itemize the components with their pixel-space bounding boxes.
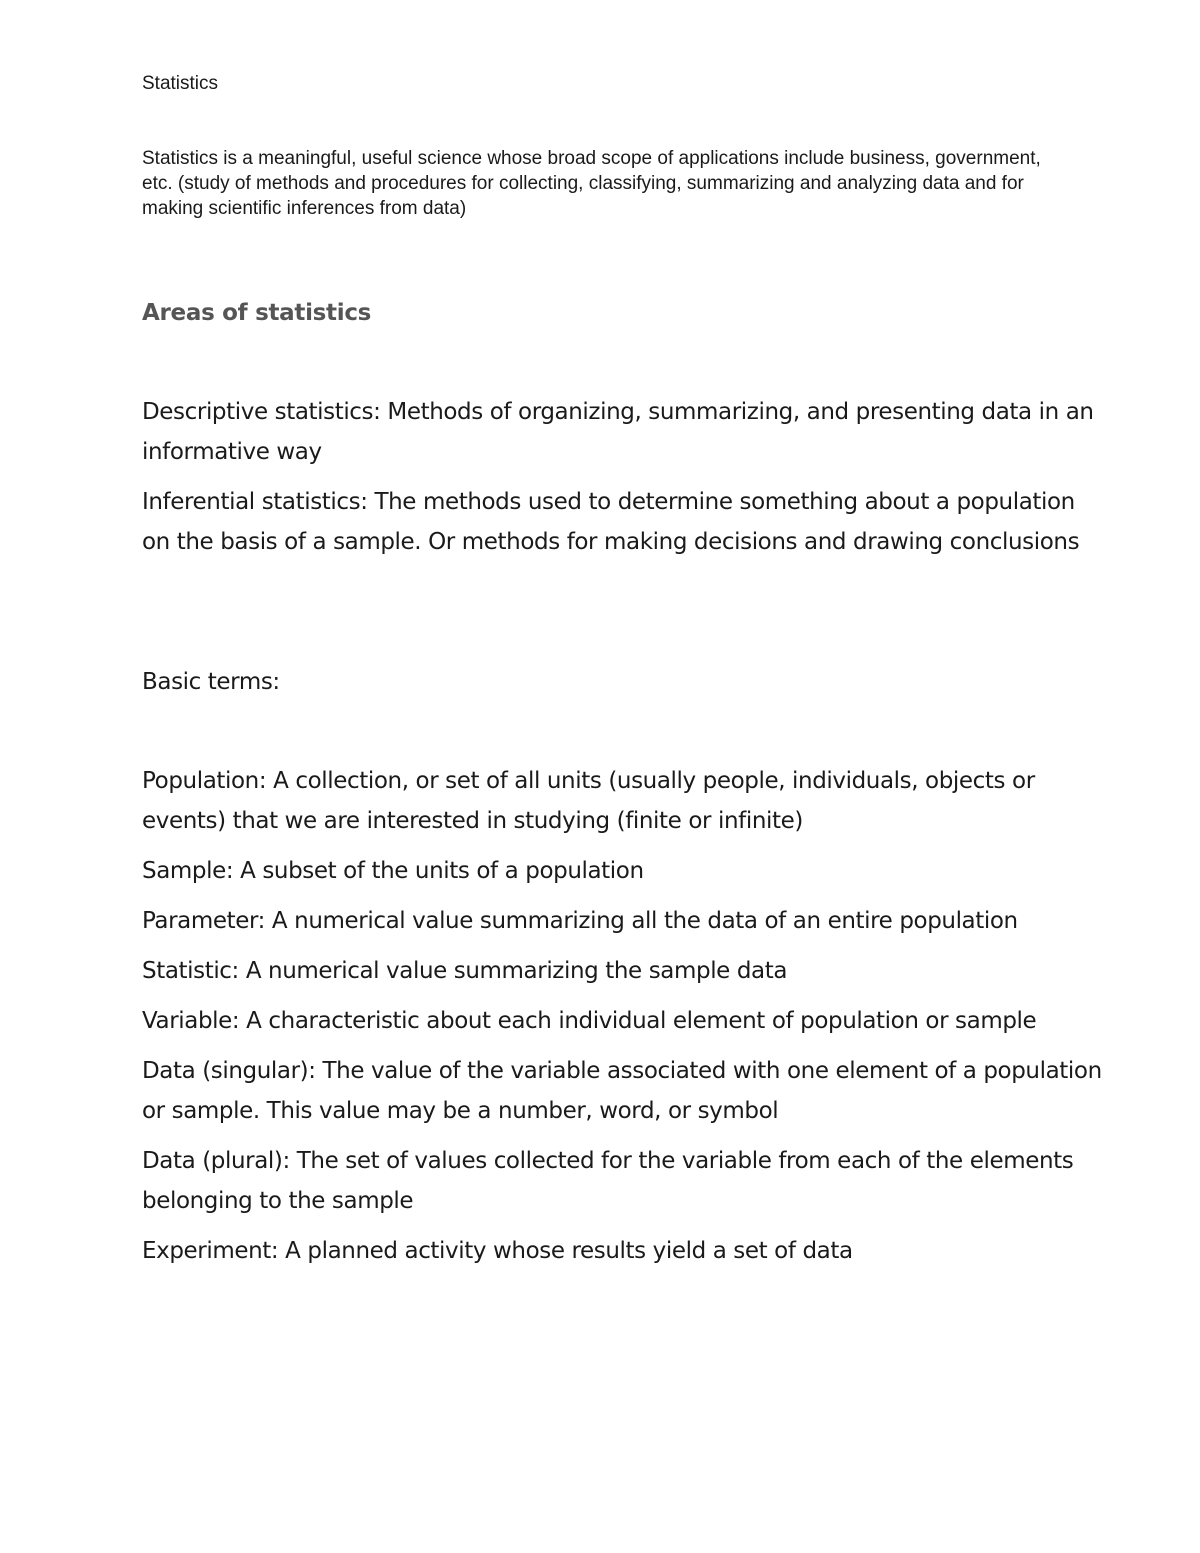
intro-paragraph: Statistics is a meaningful, useful science whose broad scope of applications include business, government, etc. (study of methods and procedures for collecting, classifying, summarizing and analyzing data and for making scientific inferences from data) [142,148,1041,219]
term-variable: Variable: A characteristic about each individual element of population or sample [142,1008,1037,1034]
area-inferential: Inferential statistics: The methods used to determine something about a population on the basis of a sample. Or methods for making decisions and drawing conclusions [142,489,1080,555]
areas-heading: Areas of statistics [142,300,372,326]
term-data-singular: Data (singular): The value of the variable associated with one element of a population or sample. This value may be a number, word, or symbol [142,1058,1102,1124]
term-parameter: Parameter: A numerical value summarizing all the data of an entire population [142,908,1018,934]
basic-terms-heading: Basic terms: [142,669,280,695]
term-statistic: Statistic: A numerical value summarizing the sample data [142,958,788,984]
terms-list [142,761,1102,1281]
term-data-plural: Data (plural): The set of values collected for the variable from each of the elements belonging to the sample [142,1148,1074,1214]
term-experiment: Experiment: A planned activity whose results yield a set of data [142,1238,853,1264]
term-population: Population: A collection, or set of all units (usually people, individuals, objects or events) that we are interested in studying (finite or infinite) [142,768,1035,834]
area-descriptive: Descriptive statistics: Methods of organizing, summarizing, and presenting data in an informative way [142,399,1094,465]
term-sample: Sample: A subset of the units of a population [142,858,644,884]
areas-list [142,392,1102,572]
document-title: Statistics [142,73,219,94]
